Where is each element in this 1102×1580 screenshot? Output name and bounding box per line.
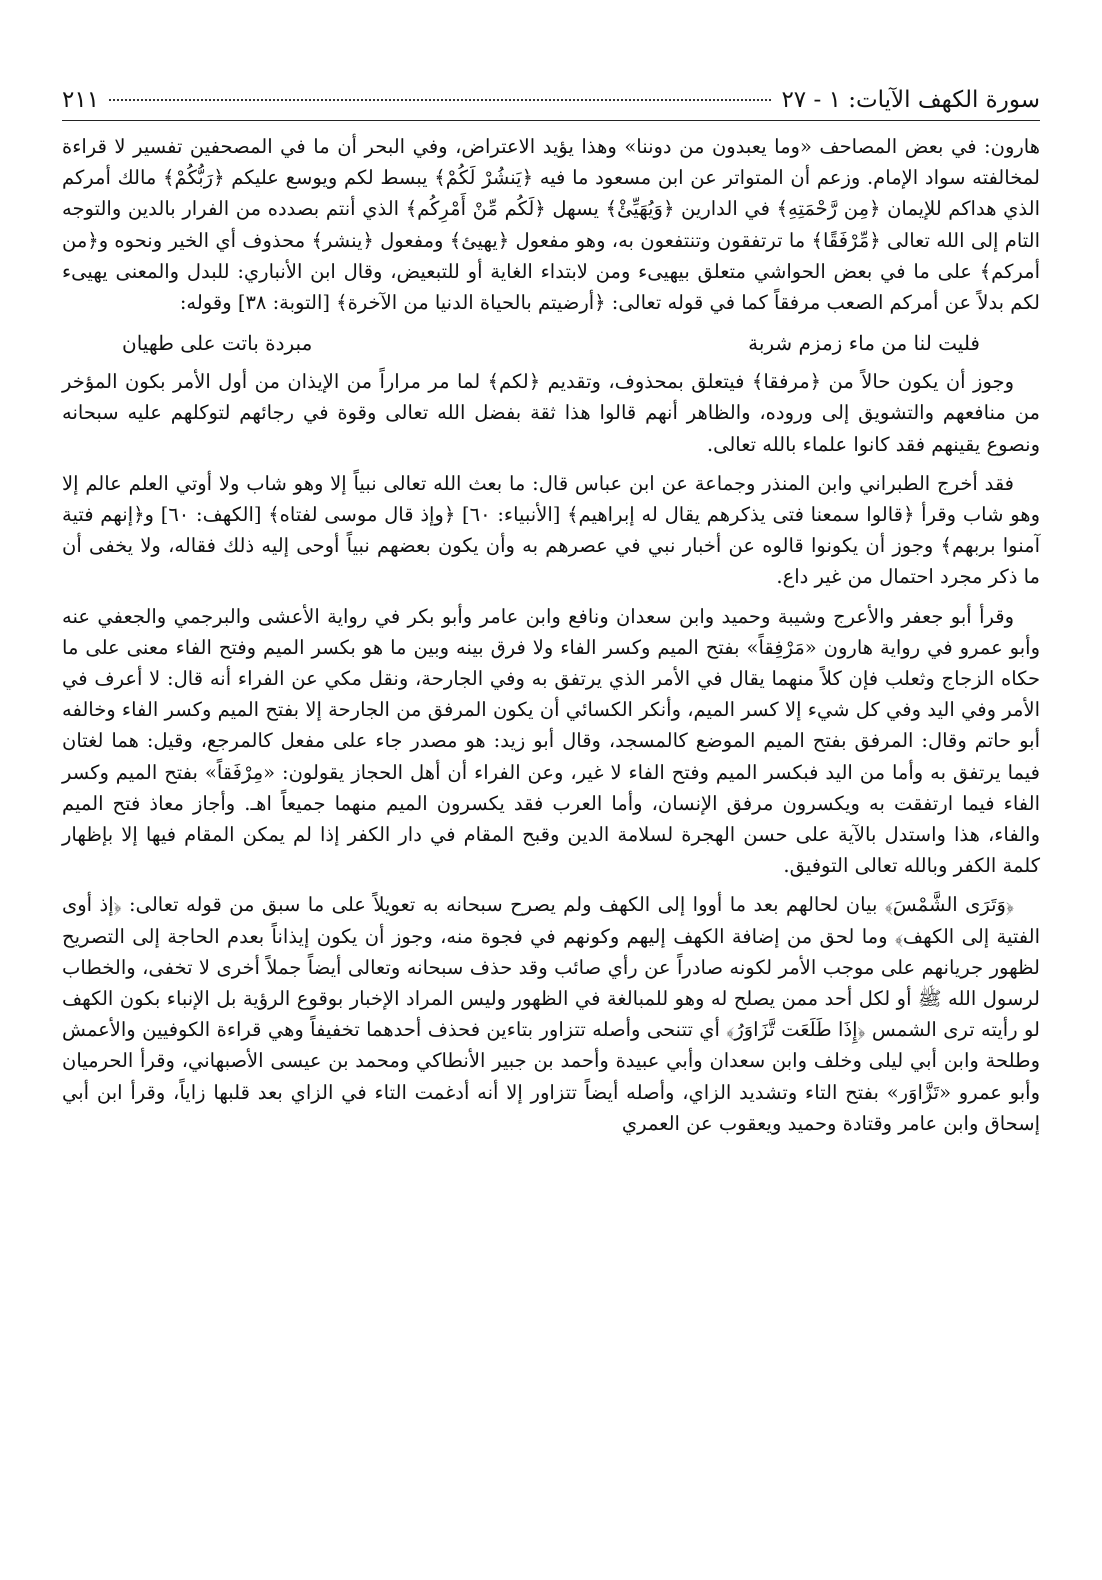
poem-hemistich-right: فليت لنا من ماء زمزم شربة <box>748 331 980 356</box>
paragraph-4: وقرأ أبو جعفر والأعرج وشيبة وحميد وابن سعدان ونافع وابن عامر وأبو بكر في رواية الأعشى والبرجمي والجعفي عنه وأبو عمرو في رواية هارون «مَرْفِقاً» بفتح الميم وكسر الفاء ولا فرق بينه وبين ما هو بكسر الميم وفتح الفاء معنى على ما حكاه الزجاج وثعلب فإن كلاً منهما يقال في الأمر الذي يرتفق به وفي الجارحة، ونقل مكي عن الفراء أنه قال: لا أعرف في الأمر وفي اليد وفي كل شيء إلا كسر الميم، وأنكر الكسائي أن يكون المرفق من الجارحة إلا بفتح الميم وكسر الفاء وخالفه أبو حاتم وقال: المرفق بفتح الميم الموضع كالمسجد، وقال أبو زيد: هو مصدر جاء على مفعل كالمرجع، وقيل: هما لغتان فيما يرتفق به وأما من اليد فبكسر الميم وفتح الفاء لا غير، وعن الفراء أن أهل الحجاز يقولون: «مِرْفَقاً» بفتح الميم وكسر الفاء فيما ارتفقت به ويكسرون مرفق الإنسان، وأما العرب فقد يكسرون الميم منهما جميعاً اهـ. وأجاز معاذ فتح الميم والفاء، هذا واستدل بالآية على حسن الهجرة لسلامة الدين وقبح المقام في دار الكفر إذا لم يمكن المقام فيها إلا بإظهار كلمة الكفر وبالله تعالى التوفيق. <box>62 604 1040 878</box>
surah-title: سورة الكهف الآيات: ١ - ٢٧ <box>781 87 1040 113</box>
page <box>62 86 1040 1560</box>
paragraph-3: فقد أخرج الطبراني وابن المنذر وجماعة عن ابن عباس قال: ما بعث الله تعالى نبياً إلا وهو شاب ولا أوتي العلم عالم إلا وهو شاب وقرأ ﴿قالوا سمعنا فتى يذكرهم يقال له إبراهيم﴾ [الأنبياء: ٦٠] ﴿وإذ قال موسى لفتاه﴾ [الكهف: ٦٠] و﴿إنهم فتية آمنوا بربهم﴾ وجوز أن يكونوا قالوه عن أخبار نبي في عصرهم به وأن يكون بعضهم نبياً أوحى إليه ذلك فقاله، ولا يخفى أن ما ذكر مجرد احتمال من غير داع. <box>62 471 1040 589</box>
paragraph-2: وجوز أن يكون حالاً من ﴿مرفقا﴾ فيتعلق بمحذوف، وتقديم ﴿لكم﴾ لما مر مراراً من الإيذان من أول الأمر بكون المؤخر من منافعهم والتشويق إلى وروده، والظاهر أنهم قالوا هذا ثقة بفضل الله تعالى وقوة في رجائهم لتوكلهم عليه سبحانه ونصوع يقينهم فقد كانوا علماء بالله تعالى. <box>62 370 1040 456</box>
poem-hemistich-left: مبردة باتت على طهيان <box>122 331 313 356</box>
paragraph-5: ﴿وَتَرَى الشَّمْسَ﴾ بيان لحالهم بعد ما أووا إلى الكهف ولم يصرح سبحانه به تعويلاً على ما سبق من قوله تعالى: ﴿إذ أوى الفتية إلى الكهف﴾ وما لحق من إضافة الكهف إليهم وكونهم في فجوة منه، وجوز أن يكون إيذاناً بعدم الحاجة إلى التصريح لظهور جريانهم على موجب الأمر لكونه صادراً عن رأي صائب وقد حذف سبحانه وتعالى أيضاً جملاً أخرى لا تخفى، والخطاب لرسول الله ﷺ أو لكل أحد ممن يصلح له وهو للمبالغة في الظهور وليس المراد الإخبار بوقوع الرؤية بل الإنباء بكون الكهف لو رأيته ترى الشمس ﴿إِذَا طَلَعَت تَّزَاوَرُ﴾ أي تتنحى وأصله تتزاور بتاءين فحذف أحدهما تخفيفاً وهي قراءة الكوفيين والأعمش وطلحة وابن أبي ليلى وخلف وابن سعدان وأبي عبيدة وأحمد بن جبير الأنطاكي ومحمد بن عيسى الأصبهاني، وقرأ الحرميان وأبو عمرو «تَزَّاوَر» بفتح التاء وتشديد الزاي، وأصله أيضاً تتزاور إلا أنه أدغمت التاء في الزاي بعد قلبها زاياً، وقرأ ابن أبي إسحاق وابن عامر وقتادة وحميد ويعقوب عن العمري <box>62 893 1040 1135</box>
running-head <box>62 86 1040 121</box>
paragraph-1: هارون: في بعض المصاحف «وما يعبدون من دوننا» وهذا يؤيد الاعتراض، وفي البحر أن ما في المصحفين تفسير لا قراءة لمخالفته سواد الإمام. وزعم أن المتواتر عن ابن مسعود ما فيه ﴿يَنشُرْ لَكُمْ﴾ يبسط لكم ويوسع عليكم ﴿رَبُّكُمْ﴾ مالك أمركم الذي هداكم للإيمان ﴿مِن رَّحْمَتِهِ﴾ في الدارين ﴿وَيُهَيِّئْ﴾ يسهل ﴿لَكُم مِّنْ أَمْرِكُم﴾ الذي أنتم بصدده من الفرار بالدين والتوجه التام إلى الله تعالى ﴿مِّرْفَقًا﴾ ما ترتفقون وتنتفعون به، وهو مفعول ﴿يهيئ﴾ ومفعول ﴿ينشر﴾ محذوف أي الخير ونحوه و﴿من أمركم﴾ على ما في بعض الحواشي متعلق بيهيىء ومن لابتداء الغاية أو للتبعيض، وقال ابن الأنباري: للبدل والمعنى يهيىء لكم بدلاً عن أمركم الصعب مرفقاً كما في قوله تعالى: ﴿أرضيتم بالحياة الدنيا من الآخرة﴾ [التوبة: ٣٨] وقوله: <box>62 135 1040 315</box>
dotted-leader <box>109 99 771 101</box>
poem-verse <box>122 326 980 360</box>
page-number: ٢١١ <box>62 87 100 113</box>
